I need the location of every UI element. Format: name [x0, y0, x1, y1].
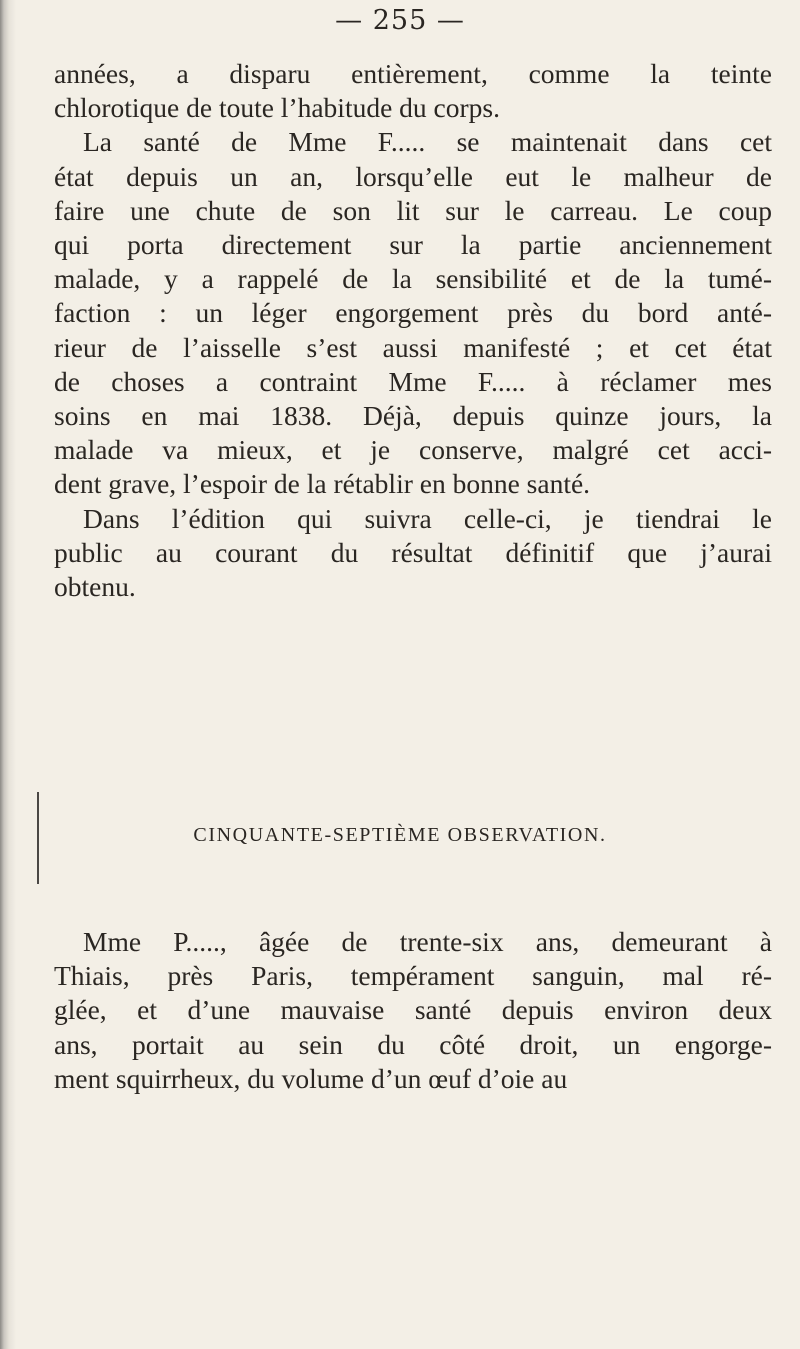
text-line: état depuis un an, lorsqu’elle eut le malheur de [54, 160, 772, 192]
text-line: chlorotique de toute l’habitude du corps. [54, 92, 500, 124]
text-line: faire une chute de son lit sur le carreau. Le coup [54, 194, 772, 226]
text-line: public au courant du résultat définitif que j’aurai [54, 536, 772, 568]
section-heading: CINQUANTE-SEPTIÈME OBSERVATION. [193, 824, 607, 846]
text-line: années, a disparu entièrement, comme la teinte [54, 58, 772, 89]
text-line: de choses a contraint Mme F..... à réclamer mes [54, 365, 772, 397]
text-line: Thiais, près Paris, tempérament sanguin, mal ré- [54, 960, 772, 992]
text-line: soins en mai 1838. Déjà, depuis quinze jours, la [54, 400, 772, 432]
text-line: La santé de Mme F..... se maintenait dans cet [83, 126, 772, 158]
text-line: dent grave, l’espoir de la rétablir en bonne santé. [54, 468, 591, 500]
text-line: faction : un léger engorgement près du bord anté- [54, 297, 772, 329]
page-number-header: — 255 — [335, 5, 465, 36]
text-line: qui porta directement sur la partie anciennement [54, 229, 772, 261]
text-line: ans, portait au sein du côté droit, un engorge- [54, 1028, 772, 1060]
text-line: glée, et d’une mauvaise santé depuis environ deux [54, 994, 772, 1026]
body-text-bottom [54, 925, 772, 1096]
page-gutter-shadow [0, 0, 16, 1349]
text-line: malade va mieux, et je conserve, malgré cet acci- [54, 434, 772, 466]
text-line: ment squirrheux, du volume d’un œuf d’oie au [54, 1062, 568, 1094]
text-line: malade, y a rappelé de la sensibilité et de la tumé- [54, 263, 772, 295]
text-line: Mme P....., âgée de trente-six ans, demeurant à [83, 926, 772, 957]
text-line: rieur de l’aisselle s’est aussi manifesté ; et cet état [54, 331, 772, 363]
body-text-top [54, 57, 772, 604]
text-line: obtenu. [54, 571, 136, 603]
text-line: Dans l’édition qui suivra celle-ci, je tiendrai le [83, 502, 772, 534]
